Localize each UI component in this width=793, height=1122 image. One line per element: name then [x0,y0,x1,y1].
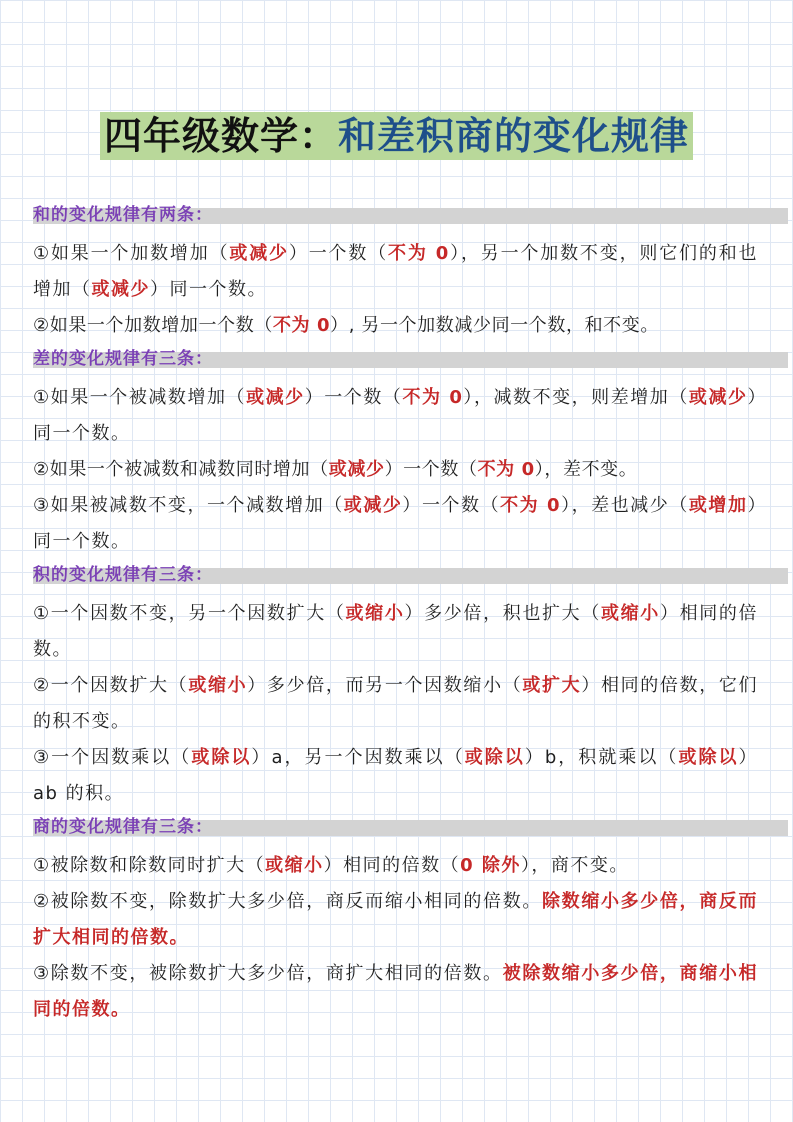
rule-text [33,956,758,1028]
rule-segment: ③一个因数乘以（ [33,747,192,768]
rule-segment: ）一个数（ [384,459,478,480]
rule-segment: ②如果一个加数增加一个数（ [33,315,273,336]
rule-segment: ）多少倍，而另一个因数缩小（ [247,675,523,696]
highlight-text: 或减少 [246,387,305,408]
highlight-text: 不为 0 [402,387,464,408]
rule-segment: ）相同的倍数，它们的积不变。 [33,675,759,732]
rule-segment: ②如果一个被减数和减数同时增加（ [33,459,329,480]
rule-segment: ），另一个加数不变，则它们的和也增加（ [33,243,759,300]
rule-segment: ①一个因数不变，另一个因数扩大（ [33,603,346,624]
rule-text [33,848,758,884]
rule-segment: ）a，另一个因数乘以（ [251,747,465,768]
section-heading [33,344,758,374]
rule-segment: ）同一个数。 [33,387,759,444]
rule-segment: ）同一个数。 [33,495,759,552]
rule-segment: ②被除数不变，除数扩大多少倍，商反而缩小相同的倍数。 [33,891,543,912]
highlight-text: 或缩小 [188,675,248,696]
rule-segment: ），差也减少（ [561,495,689,516]
highlight-text: 或缩小 [600,603,660,624]
rule-segment: ）一个数（ [402,495,501,516]
rule-text [33,668,758,740]
highlight-text: 不为 0 [272,315,331,336]
highlight-text: 不为 0 [477,459,535,480]
highlight-text: 或除以 [678,747,739,768]
rule-segment: ）一个数（ [288,243,389,264]
rule-text [33,236,758,308]
rule-text [33,884,758,956]
rule-segment: ③如果被减数不变，一个减数增加（ [33,495,344,516]
highlight-text: 或减少 [343,495,403,516]
title-topic: 和差积商的变化规律 [338,114,690,158]
highlight-text: 或扩大 [522,675,582,696]
rule-segment: ）一个数（ [304,387,403,408]
rule-text [33,452,758,488]
highlight-text: 或减少 [328,459,385,480]
rule-segment: ），减数不变，则差增加（ [463,387,689,408]
highlight-text: 或缩小 [345,603,405,624]
highlight-text: 或增加 [688,495,748,516]
rule-segment: ）相同的倍数。 [33,603,759,660]
rule-segment: ①如果一个被减数增加（ [33,387,247,408]
rules-content [33,200,758,1028]
highlight-text: 被除数缩小多少倍，商缩小相同的倍数。 [33,963,759,1020]
section-heading [33,812,758,842]
rule-segment: ），商不变。 [520,855,629,876]
highlight-text: 不为 0 [388,243,450,264]
section-heading-text: 和的变化规律有两条： [33,205,213,225]
highlight-text: 或除以 [464,747,525,768]
rule-text [33,488,758,560]
highlight-text: 不为 0 [500,495,562,516]
section-heading-text: 积的变化规律有三条： [33,565,213,585]
section-heading [33,560,758,590]
section-heading-text: 商的变化规律有三条： [33,817,213,837]
highlight-text: 或减少 [229,243,289,264]
rule-segment: ），差不变。 [534,459,638,480]
rule-segment: ①被除数和除数同时扩大（ [33,855,266,876]
rule-text [33,380,758,452]
highlight-text: 或减少 [688,387,748,408]
highlight-text: 0 除外 [460,855,521,876]
highlight-text: 或缩小 [265,855,324,876]
rule-text [33,596,758,668]
rule-segment: ）多少倍，积也扩大（ [404,603,601,624]
rule-segment: ）同一个数。 [150,279,267,300]
rule-segment: ②一个因数扩大（ [33,675,189,696]
title-grade: 四年级数学： [103,114,338,158]
highlight-text: 或减少 [91,279,150,300]
page-title [0,112,793,160]
rule-text [33,740,758,812]
rule-segment: ③除数不变，被除数扩大多少倍，商扩大相同的倍数。 [33,963,503,984]
rule-segment: ）ab 的积。 [33,747,759,804]
rule-segment: ）相同的倍数（ [323,855,461,876]
title-highlight [100,112,693,160]
highlight-text: 或除以 [191,747,252,768]
rule-segment: ）b，积就乘以（ [524,747,679,768]
rule-segment: ①如果一个加数增加（ [33,243,230,264]
section-heading-text: 差的变化规律有三条： [33,349,213,369]
section-heading [33,200,758,230]
rule-segment: ）, 另一个加数减少同一个数，和不变。 [330,315,659,336]
highlight-text: 除数缩小多少倍，商反而扩大相同的倍数。 [33,891,759,948]
rule-text [33,308,758,344]
